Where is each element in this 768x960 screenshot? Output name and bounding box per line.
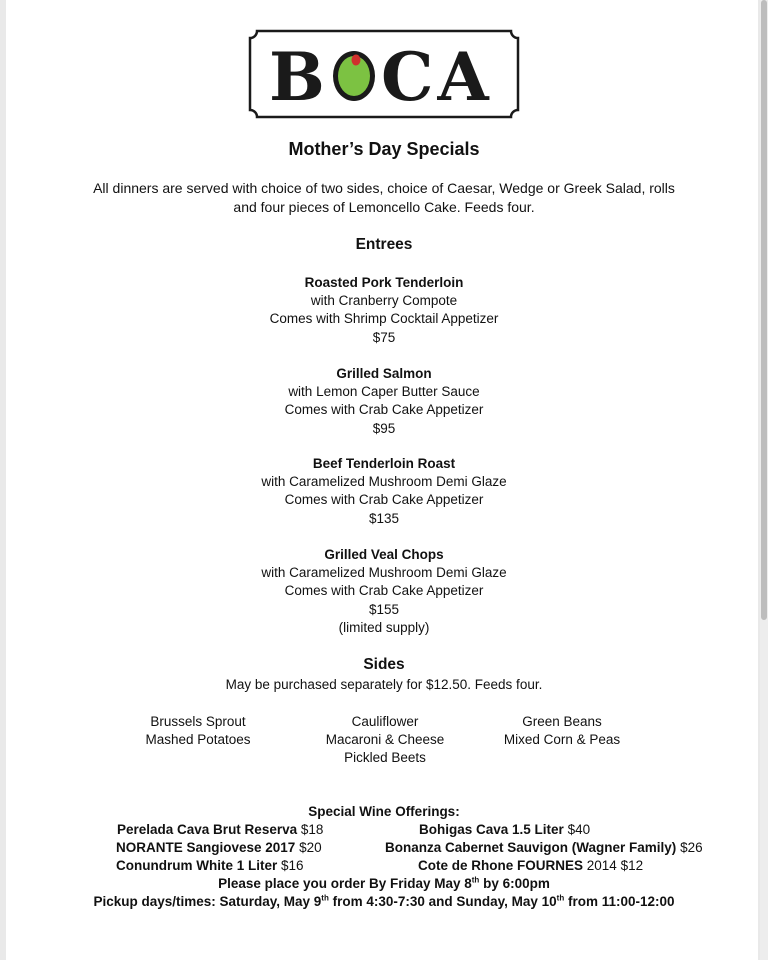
entree-name: Grilled Veal Chops: [324, 547, 444, 562]
wine-item: [116, 858, 304, 873]
olive-icon: [333, 51, 375, 101]
entree-sauce: with Caramelized Mushroom Demi Glaze: [261, 565, 507, 581]
entree-item: [0, 365, 768, 438]
intro-line-1: All dinners are served with choice of two sides, choice of Caesar, Wedge or Greek Salad, rolls: [93, 180, 675, 196]
wine-name: Cote de Rhone FOURNES: [418, 858, 584, 873]
wine-price: $20: [299, 840, 322, 855]
entree-price: $95: [372, 420, 396, 436]
entree-price: $155: [368, 601, 400, 617]
entree-item: [0, 546, 768, 637]
entree-price: $135: [368, 510, 400, 526]
order-deadline-notice: [0, 876, 768, 891]
order-notice-time: by 6:00pm: [479, 876, 550, 891]
wine-item: [117, 822, 323, 837]
entree-sauce: with Caramelized Mushroom Demi Glaze: [261, 474, 507, 490]
entree-appetizer: Comes with Crab Cake Appetizer: [284, 402, 484, 418]
wine-name: Bonanza Cabernet Sauvigon (Wagner Family): [385, 840, 677, 855]
wine-item: [385, 840, 703, 855]
entree-appetizer: Comes with Shrimp Cocktail Appetizer: [269, 311, 499, 327]
wine-heading: Special Wine Offerings:: [308, 804, 460, 819]
wine-name: NORANTE Sangiovese 2017: [116, 840, 296, 855]
pickup-notice-superscript: th: [556, 893, 565, 903]
sides-heading: Sides: [363, 656, 405, 673]
wine-price: $16: [281, 858, 304, 873]
sides-column-3: [442, 713, 682, 749]
entree-item: [0, 455, 768, 528]
pickup-notice-text: Pickup days/times: Saturday, May 9: [93, 894, 322, 909]
side-item: Green Beans: [522, 714, 602, 729]
entree-sauce: with Lemon Caper Butter Sauce: [288, 384, 480, 400]
wine-name: Perelada Cava Brut Reserva: [117, 822, 298, 837]
page-title: Mother’s Day Specials: [288, 139, 480, 159]
entree-name: Roasted Pork Tenderloin: [304, 275, 464, 290]
side-item: Mixed Corn & Peas: [503, 732, 621, 747]
entree-sauce: with Cranberry Compote: [310, 293, 458, 309]
side-item: Brussels Sprout: [150, 714, 246, 729]
entree-appetizer: Comes with Crab Cake Appetizer: [284, 492, 484, 508]
entree-appetizer: Comes with Crab Cake Appetizer: [284, 583, 484, 599]
logo-letters-ca: CA: [381, 38, 493, 116]
pickup-times-notice: [0, 894, 768, 909]
order-notice-superscript: th: [471, 875, 480, 885]
entrees-heading: Entrees: [355, 236, 413, 253]
entree-name: Beef Tenderloin Roast: [312, 456, 456, 471]
wine-name: Conundrum White 1 Liter: [116, 858, 278, 873]
side-item: Mashed Potatoes: [145, 732, 251, 747]
wine-price: $40: [567, 822, 591, 837]
entree-note: (limited supply): [338, 619, 430, 635]
wine-price: 2014 $12: [586, 858, 644, 873]
pickup-notice-superscript: th: [321, 893, 329, 903]
order-notice-text: Please place you order By Friday May 8: [218, 876, 472, 891]
side-item: Cauliflower: [351, 714, 419, 729]
wine-name: Bohigas Cava 1.5 Liter: [419, 822, 564, 837]
entree-item: [0, 274, 768, 347]
wine-item: [116, 840, 322, 855]
logo-letter-b: B: [269, 38, 325, 116]
wine-price: $26: [680, 840, 703, 855]
logo-frame: [247, 28, 521, 120]
boca-logo: [247, 28, 521, 120]
sides-note: May be purchased separately for $12.50. Feeds four.: [225, 677, 543, 692]
intro-text: [0, 179, 768, 217]
wine-price: $18: [300, 822, 324, 837]
wine-item: [418, 858, 643, 873]
pickup-notice-text: from 4:30-7:30 and Sunday, May 10: [328, 894, 557, 909]
intro-line-2: and four pieces of Lemoncello Cake. Feeds four.: [233, 199, 535, 215]
entree-price: $75: [372, 329, 396, 345]
wine-item: [419, 822, 590, 837]
pickup-notice-text: from 11:00-12:00: [564, 894, 675, 909]
entree-name: Grilled Salmon: [336, 366, 432, 381]
side-item: Macaroni & Cheese: [325, 732, 445, 747]
side-item: Pickled Beets: [344, 750, 426, 765]
